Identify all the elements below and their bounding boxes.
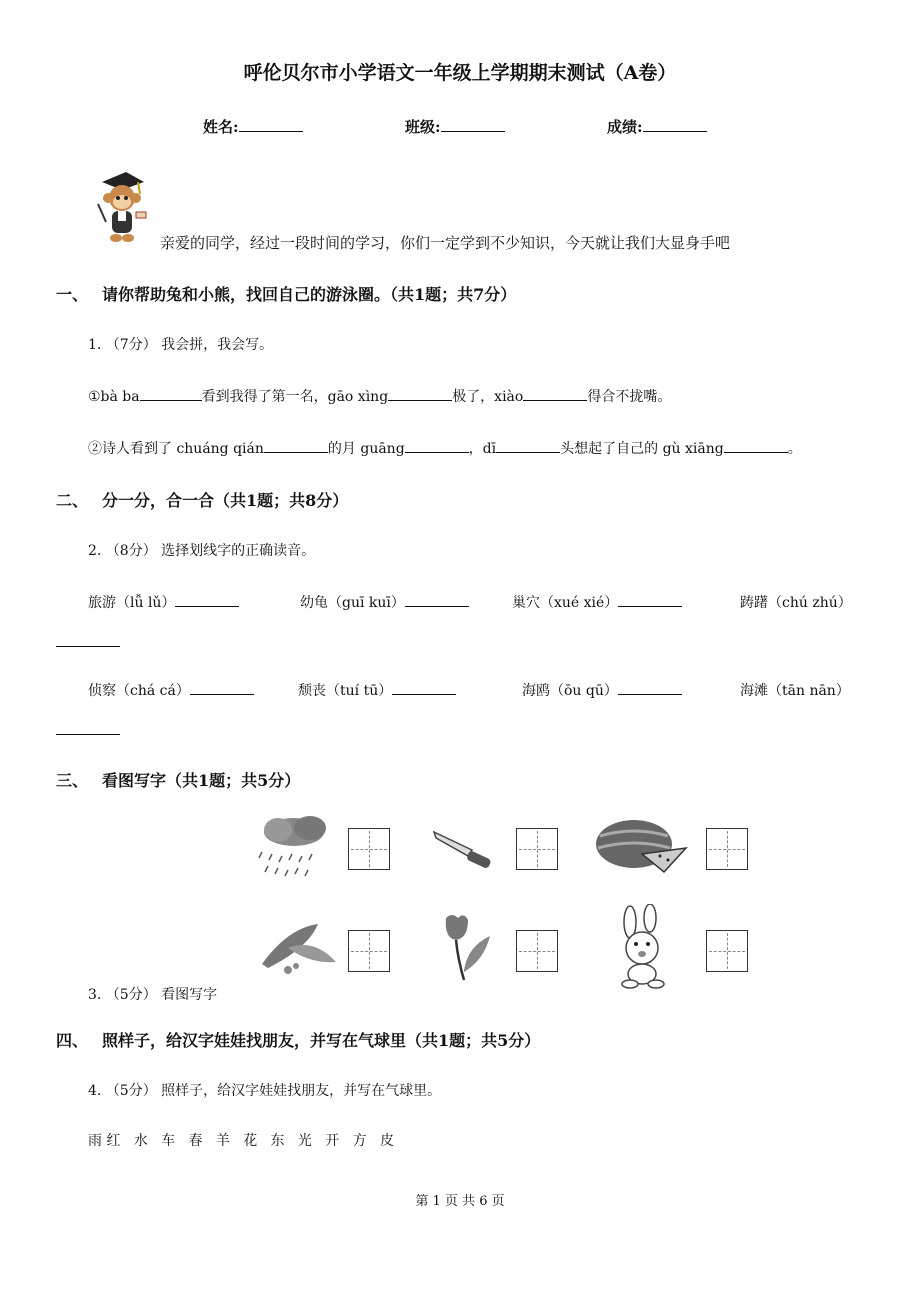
section-4-heading [56,1028,540,1051]
q1-blank-chuangqian[interactable] [264,438,328,453]
section-3-title: 看图写字（共1题；共5分） [102,771,301,790]
q1-l2-part3: ，dī [468,441,497,457]
q2-item-2 [300,592,469,612]
section-2-title: 分一分，合一合（共1题；共8分） [102,491,349,510]
write-box-knife[interactable] [516,828,558,870]
write-box-rain[interactable] [348,828,390,870]
section-2-num: 二、 [56,491,89,510]
question-4-stem: 4. （5分） 照样子，给汉字娃娃找朋友，并写在气球里。 [88,1083,442,1099]
q2-item-3-blank[interactable] [618,592,682,607]
name-blank[interactable] [239,117,303,132]
q2-item-8-blank[interactable] [56,720,120,735]
section-1-heading [56,282,516,305]
question-2-stem: 2. （8分） 选择划线字的正确读音。 [88,543,316,559]
question-4-characters: 雨 红 水 车 春 羊 花 东 光 开 方 皮 [88,1133,394,1149]
q2-item-2-text: 幼龟（guī kuī） [300,595,405,611]
q1-blank-guang[interactable] [405,438,469,453]
q1-l1-part3: 极了，xiào [452,389,524,405]
section-3-heading [56,768,300,791]
section-1-num: 一、 [56,285,89,304]
q2-item-7-blank[interactable] [618,680,682,695]
q2-item-4-blank[interactable] [56,632,120,647]
question-3-stem: 3. （5分） 看图写字 [88,987,218,1003]
q1-blank-xiao[interactable] [523,386,587,401]
q1-l1-part2: 看到我得了第一名，gāo xìng [201,389,389,405]
q2-item-1-text: 旅游（lǚ lǔ） [88,595,176,611]
page-title: 呼伦贝尔市小学语文一年级上学期期末测试（A卷） [243,62,677,84]
q1-l2-part5: 。 [787,441,802,457]
q1-blank-baba[interactable] [140,386,202,401]
name-field [203,116,303,137]
write-box-flower[interactable] [516,930,558,972]
greeting-text: 亲爱的同学，经过一段时间的学习，你们一定学到不少知识，今天就让我们大显身手吧 [160,234,731,252]
question-1-stem: 1. （7分） 我会拼，我会写。 [88,337,274,353]
write-box-bean[interactable] [348,930,390,972]
write-box-rabbit[interactable] [706,930,748,972]
section-4-title: 照样子，给汉字娃娃找朋友，并写在气球里（共1题；共5分） [102,1031,541,1050]
knife-picture [432,826,496,870]
q2-item-7-text: 海鸥（ōu qū） [522,683,618,699]
q2-item-4: 踌躇（chú zhú） [740,595,852,611]
q2-item-6-text: 颓丧（tuí tū） [298,683,393,699]
q1-blank-gaoxing[interactable] [388,386,452,401]
flower-picture [438,910,494,982]
bean-pod-picture [258,918,338,980]
monkey-graduate-illustration [88,168,152,248]
question-1-line-2 [88,438,802,458]
name-label: 姓名: [203,118,239,136]
q2-item-2-blank[interactable] [405,592,469,607]
class-field [405,116,505,137]
q1-l2-part4: 头想起了自己的 gù xiāng [560,441,724,457]
section-2-heading [56,488,348,511]
q1-l1-part1: ①bà ba [88,389,140,405]
question-1-line-1 [88,386,671,406]
q2-item-3-text: 巢穴（xué xié） [512,595,619,611]
q2-item-5 [88,680,254,700]
rain-cloud-picture [254,812,336,884]
class-blank[interactable] [441,117,505,132]
rabbit-picture [608,904,680,990]
score-label: 成绩: [607,118,643,136]
watermelon-picture [594,818,688,874]
q1-l1-part4: 得合不拢嘴。 [587,389,672,405]
q2-item-3 [512,592,682,612]
q2-item-1 [88,592,239,612]
score-blank[interactable] [643,117,707,132]
q1-l2-part1: ②诗人看到了 chuáng qián [88,441,264,457]
write-box-watermelon[interactable] [706,828,748,870]
section-3-num: 三、 [56,771,89,790]
q1-blank-di[interactable] [496,438,560,453]
q2-item-8: 海滩（tān nān） [740,683,850,699]
q1-blank-guxiang[interactable] [724,438,788,453]
section-4-num: 四、 [56,1031,89,1050]
q2-item-6 [298,680,456,700]
q1-l2-part2: 的月 guāng [327,441,405,457]
score-field [607,116,707,137]
q2-item-7 [522,680,682,700]
q2-item-5-text: 侦察（chá cá） [88,683,190,699]
q2-item-1-blank[interactable] [175,592,239,607]
class-label: 班级: [405,118,441,136]
q2-item-6-blank[interactable] [392,680,456,695]
page-footer: 第 1 页 共 6 页 [415,1194,505,1209]
section-1-title: 请你帮助兔和小熊，找回自己的游泳圈。（共1题；共7分） [102,285,517,304]
q2-item-5-blank[interactable] [190,680,254,695]
